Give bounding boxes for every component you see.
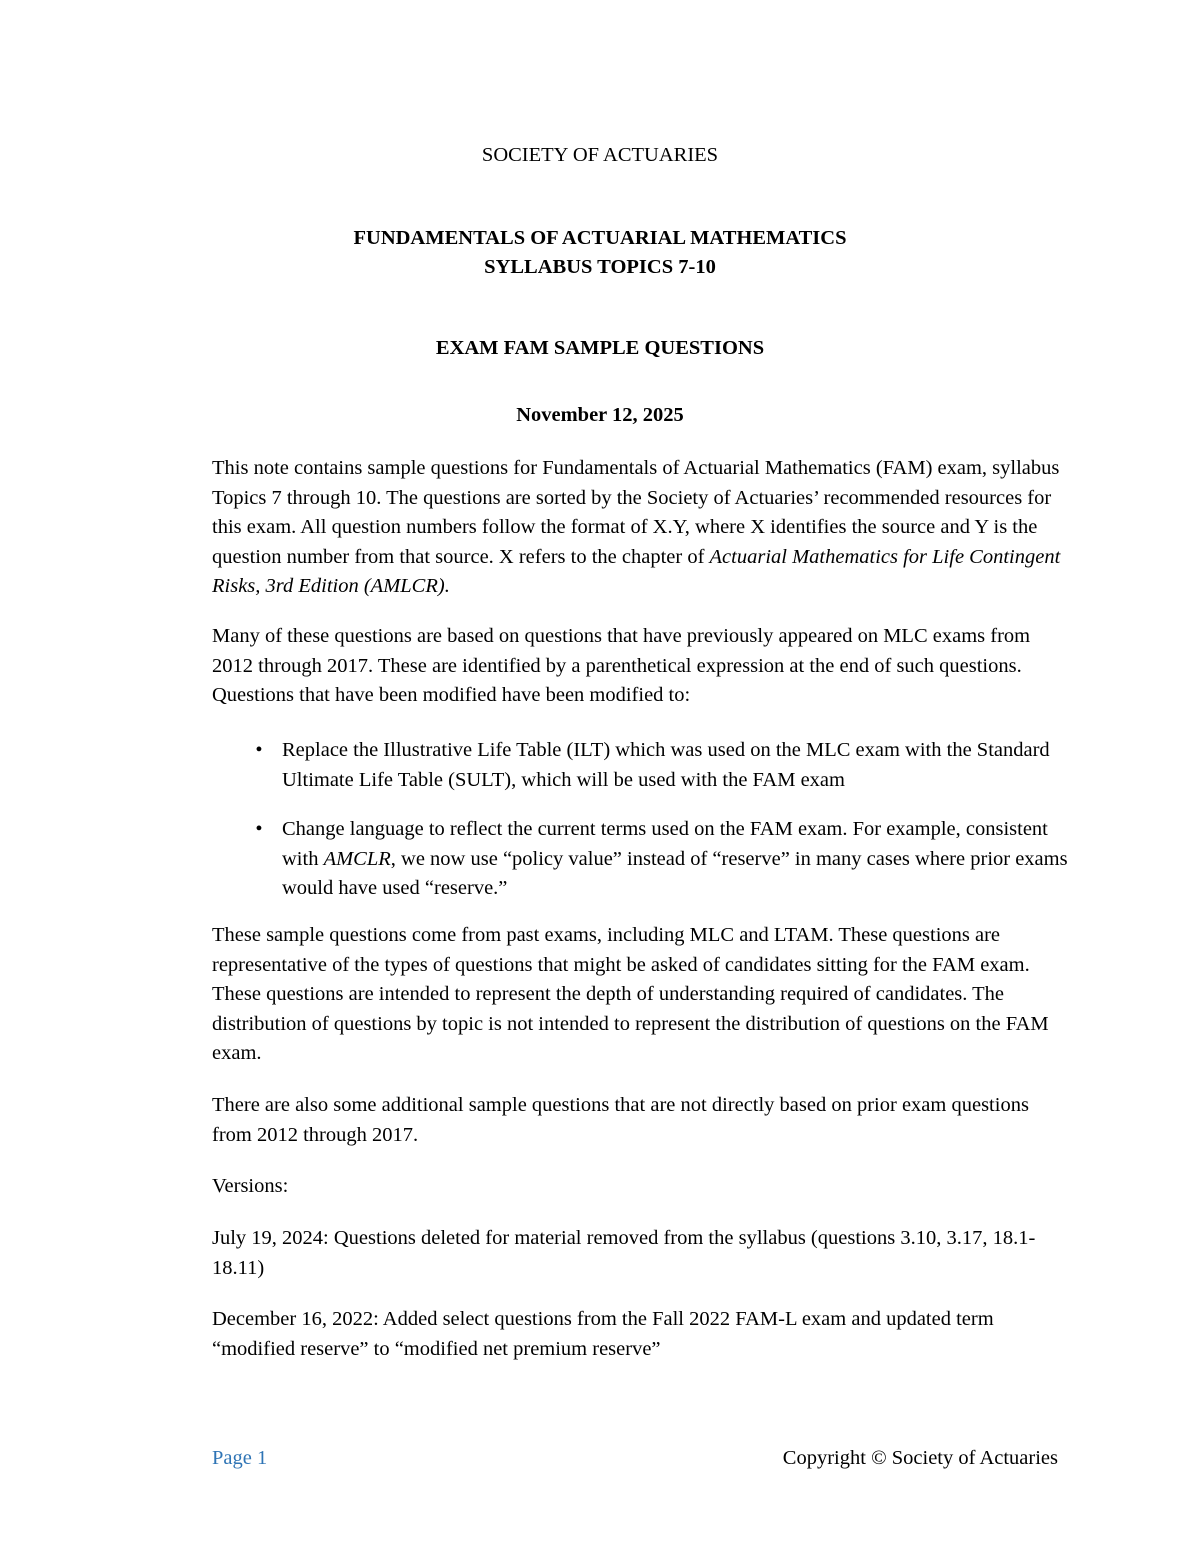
representative-paragraph: These sample questions come from past exams, including MLC and LTAM. These questions are representative of the types of questions that might be asked of candidates sitting for the FAM exam. These questions are intended to represent the depth of understanding required of candidates. The distribution of questions by topic is not intended to represent the distribution of questions on the FAM exam. [212,924,1049,1064]
document-date: November 12, 2025 [516,404,684,426]
intro-text: This note contains sample questions for Fundamentals of Actuarial Mathematics (FAM) exam, syllabus Topics 7 through 10. The questions are sorted by the Society of Actuaries’ recommended resources for this exam. All question numbers follow the format of X.Y, where X identifies the source and Y is the question number from that source. X refers to the chapter of [212,457,1060,568]
page-number: Page 1 [212,1447,268,1469]
bullet-text-2: Change language to reflect the current terms used on the FAM exam. For example, consistent with AMCLR, we now use “policy value” instead of “reserve” in many cases where prior exams would have used “reserve.” [282,818,1068,899]
version-entry-2: December 16, 2022: Added select questions from the Fall 2022 FAM-L exam and updated term “modified reserve” to “modified net premium reserve” [212,1308,994,1360]
intro-paragraph [212,454,1062,602]
additional-paragraph: There are also some additional sample questions that are not directly based on prior exam questions from 2012 through 2017. [212,1094,1029,1146]
document-title-line-2: SYLLABUS TOPICS 7-10 [484,256,716,278]
modified-questions-paragraph: Many of these questions are based on questions that have previously appeared on MLC exams from 2012 through 2017. These are identified by a parenthetical expression at the end of such questions. Questions that have been modified have been modified to: [212,625,1031,706]
document-subtitle: EXAM FAM SAMPLE QUESTIONS [435,337,765,359]
organization-name: SOCIETY OF ACTUARIES [481,144,719,166]
version-entry-1: July 19, 2024: Questions deleted for material removed from the syllabus (questions 3.10, 3.17, 18.1-18.11) [212,1227,1036,1279]
bullet-text-1: Replace the Illustrative Life Table (ILT) which was used on the MLC exam with the Standard Ultimate Life Table (SULT), which will be used with the FAM exam [282,739,1050,791]
copyright-notice: Copyright © Society of Actuaries [782,1447,1058,1469]
document-title-line-1: FUNDAMENTALS OF ACTUARIAL MATHEMATICS [353,227,847,249]
bullet-icon: • [255,739,263,761]
intro-book-title: Actuarial Mathematics for Life Contingent Risks, 3rd Edition (AMLCR). [212,545,1061,597]
bullet-icon: • [255,818,263,840]
versions-heading: Versions: [212,1175,289,1197]
